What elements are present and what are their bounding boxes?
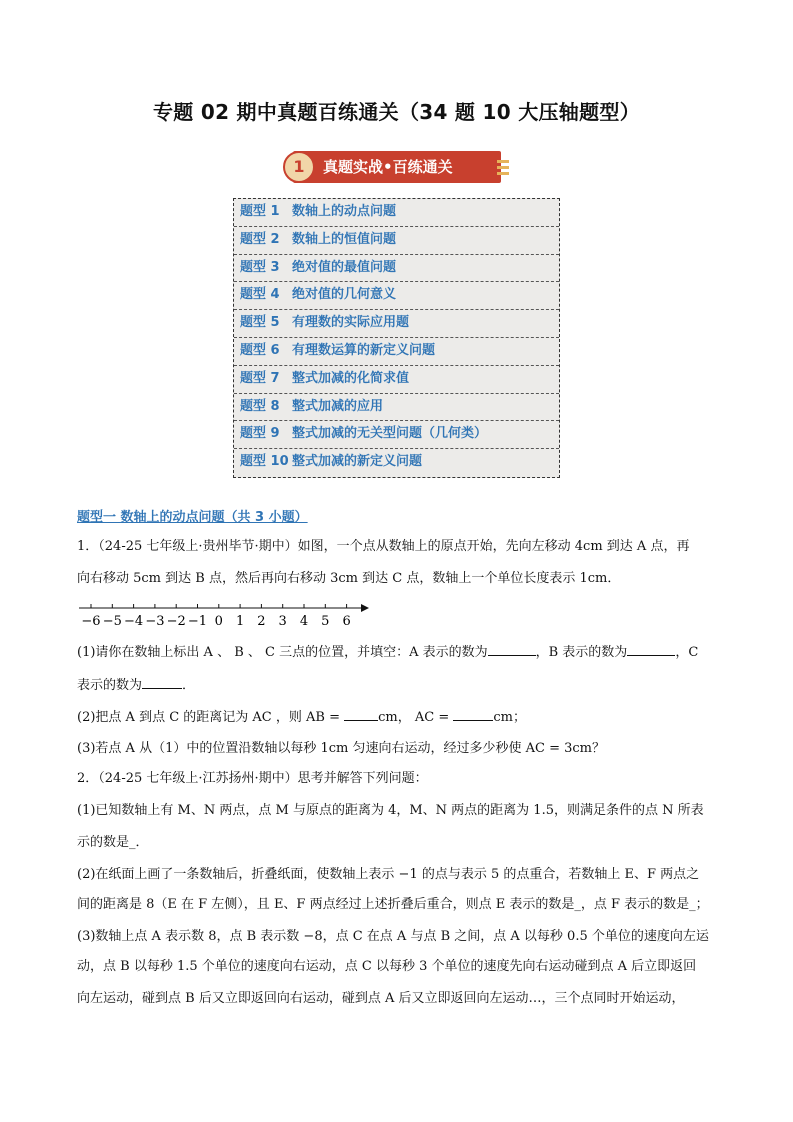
q2-part3-line2: 动，点 B 以每秒 1.5 个单位的速度向右运动，点 C 以每秒 3 个单位的速度先向右运动碰到点 A 后立即返回 <box>77 959 697 974</box>
toc-text: 整式加减的无关型问题（几何类） <box>292 426 488 442</box>
toc-label: 题型 8 <box>240 398 280 414</box>
toc-text: 整式加减的化简求值 <box>292 370 410 386</box>
q1-p2-text-c: cm； <box>493 710 526 725</box>
toc-text: 数轴上的动点问题 <box>292 204 397 219</box>
number-line-tick-label: 4 <box>299 614 309 629</box>
toc-item[interactable] <box>234 338 559 366</box>
number-line-tick-label: −3 <box>145 614 165 629</box>
q2-part3-line3: 向左运动，碰到点 B 后又立即返回向右运动，碰到点 A 后又立即返回向左运动…，三个点同时开始运动， <box>77 991 685 1006</box>
toc-item[interactable] <box>234 394 559 422</box>
number-line-tick-label: 5 <box>321 614 330 629</box>
toc-text: 有理数的实际应用题 <box>292 315 410 331</box>
toc-item[interactable] <box>234 199 559 227</box>
q2-part3-line1: (3)数轴上点 A 表示数 8，点 B 表示数 −8，点 C 在点 A 与点 B 之间，点 A 以每秒 0.5 个单位的速度向左运 <box>77 929 709 944</box>
toc-text: 绝对值的几何意义 <box>292 287 397 303</box>
toc-item[interactable] <box>234 255 559 283</box>
toc-item[interactable] <box>234 421 559 449</box>
toc-label: 题型 3 <box>240 259 280 275</box>
number-line-tick-label: −5 <box>102 614 122 629</box>
q2-part1-line1: (1)已知数轴上有 M、N 两点，点 M 与原点的距离为 4，M、N 两点的距离为 1.5，则满足条件的点 N 所表 <box>77 803 704 818</box>
banner-text: 真题实战•百练通关 <box>323 158 453 176</box>
toc-text: 绝对值的最值问题 <box>292 259 397 275</box>
q1-part2 <box>77 708 717 727</box>
q1-p1-text-a: (1)请你在数轴上标出 A 、 B 、 C 三点的位置，并填空：A 表示的数为 <box>77 645 488 660</box>
toc-label: 题型 6 <box>240 342 280 358</box>
q1-p1-text-d: 表示的数为 <box>77 678 143 693</box>
q2-intro: 2．（24-25 七年级上·江苏扬州·期中）思考并解答下列问题： <box>77 771 428 786</box>
answer-blank-ac[interactable] <box>453 708 493 721</box>
toc-item[interactable] <box>234 310 559 338</box>
toc-text: 数轴上的恒值问题 <box>292 231 397 247</box>
answer-blank-ab[interactable] <box>344 708 378 721</box>
number-line-tick-label: 2 <box>257 614 266 629</box>
page-title: 专题 02 期中真题百练通关（34 题 10 大压轴题型） <box>152 100 640 124</box>
q1-intro-line2: 向右移动 5cm 到达 B 点，然后再向右移动 3cm 到达 C 点，数轴上一个单位长度表示 1cm． <box>77 571 621 586</box>
number-line-arrow-icon <box>361 604 369 612</box>
toc-label: 题型 4 <box>240 287 280 303</box>
toc-label: 题型 5 <box>240 315 280 331</box>
toc-item[interactable] <box>234 227 559 255</box>
banner-stripe <box>497 172 509 175</box>
q1-part3: (3)若点 A 从（1）中的位置沿数轴以每秒 1cm 匀速向右运动，经过多少秒使 AC = 3cm？ <box>77 741 605 756</box>
number-line-tick-label: 3 <box>278 614 287 629</box>
number-line-tick-label: −4 <box>124 614 144 629</box>
q1-p2-text-a: (2)把点 A 到点 C 的距离记为 AC ，则 AB = <box>77 710 340 725</box>
toc-item[interactable] <box>234 366 559 394</box>
section-heading: 题型一 数轴上的动点问题（共 3 小题） <box>77 510 308 525</box>
banner-stripe <box>497 160 509 163</box>
toc-item[interactable] <box>234 282 559 310</box>
toc-text: 有理数运算的新定义问题 <box>292 342 436 358</box>
q1-p1-text-e: ． <box>182 678 196 693</box>
number-line-tick-label: 0 <box>214 614 223 629</box>
q1-intro-line1: 1．（24-25 七年级上·贵州毕节·期中）如图，一个点从数轴上的原点开始，先向左移动 4cm 到达 A 点，再 <box>77 539 690 554</box>
number-line-tick-label: −2 <box>166 614 186 629</box>
number-line-tick-label: 6 <box>342 614 351 629</box>
q1-part1-line1 <box>77 643 717 662</box>
section-banner <box>283 149 513 185</box>
q2-part2-line2: 间的距离是 8（E 在 F 左侧），且 E、F 两点经过上述折叠后重合，则点 E 表示的数是_，点 F 表示的数是_； <box>77 897 709 912</box>
answer-blank-b[interactable] <box>627 643 675 656</box>
toc-label: 题型 9 <box>240 426 280 442</box>
number-line <box>77 600 377 634</box>
number-line-tick-label: −6 <box>81 614 101 629</box>
banner-number: 1 <box>283 151 315 183</box>
toc-label: 题型 2 <box>240 231 280 247</box>
toc-item[interactable] <box>234 449 559 477</box>
q1-p1-text-b: ，B 表示的数为 <box>535 645 628 660</box>
banner-stripe <box>497 166 509 169</box>
answer-blank-a[interactable] <box>488 643 536 656</box>
toc-label: 题型 10 <box>240 454 289 470</box>
q2-part1-line2: 示的数是_． <box>77 835 149 850</box>
toc-text: 整式加减的应用 <box>292 398 384 414</box>
q2-part2-line1: (2)在纸面上画了一条数轴后，折叠纸面，使数轴上表示 −1 的点与表示 5 的点重合，若数轴上 E、F 两点之 <box>77 867 700 882</box>
q1-p2-text-b: cm， AC = <box>378 710 450 725</box>
number-line-tick-label: 1 <box>235 614 245 629</box>
table-of-contents <box>233 198 560 478</box>
q1-p1-text-c: ，C <box>675 645 699 660</box>
answer-blank-c[interactable] <box>142 676 182 689</box>
q1-part1-line2 <box>77 676 717 695</box>
toc-text: 整式加减的新定义问题 <box>292 454 423 470</box>
number-line-tick-label: −1 <box>187 614 208 629</box>
toc-label: 题型 7 <box>240 370 280 386</box>
toc-label: 题型 1 <box>240 204 280 219</box>
